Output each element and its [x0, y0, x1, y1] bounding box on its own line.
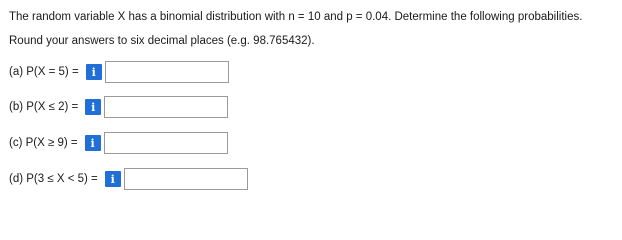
- part-a-answer-input[interactable]: [105, 61, 229, 83]
- part-a-label: (a) P(X = 5) =: [9, 66, 79, 78]
- question-statement: The random variable X has a binomial distribution with n = 10 and p = 0.04. Determine the following probabilities.: [9, 11, 583, 23]
- part-c-row: [9, 131, 228, 155]
- part-d-label: (d) P(3 ≤ X < 5) =: [9, 173, 98, 185]
- part-b-label: (b) P(X ≤ 2) =: [9, 101, 79, 113]
- part-c-answer-input[interactable]: [104, 132, 228, 154]
- info-icon[interactable]: i: [85, 135, 101, 151]
- part-d-answer-input[interactable]: [124, 168, 248, 190]
- part-d-row: [9, 167, 248, 191]
- info-icon[interactable]: i: [86, 64, 102, 80]
- info-icon[interactable]: i: [85, 99, 101, 115]
- part-c-label: (c) P(X ≥ 9) =: [9, 137, 78, 149]
- part-a-row: [9, 60, 229, 84]
- rounding-instructions: Round your answers to six decimal places (e.g. 98.765432).: [9, 35, 315, 47]
- part-b-row: [9, 95, 228, 119]
- part-b-answer-input[interactable]: [104, 96, 228, 118]
- question-text: [9, 8, 615, 48]
- info-icon[interactable]: i: [105, 171, 121, 187]
